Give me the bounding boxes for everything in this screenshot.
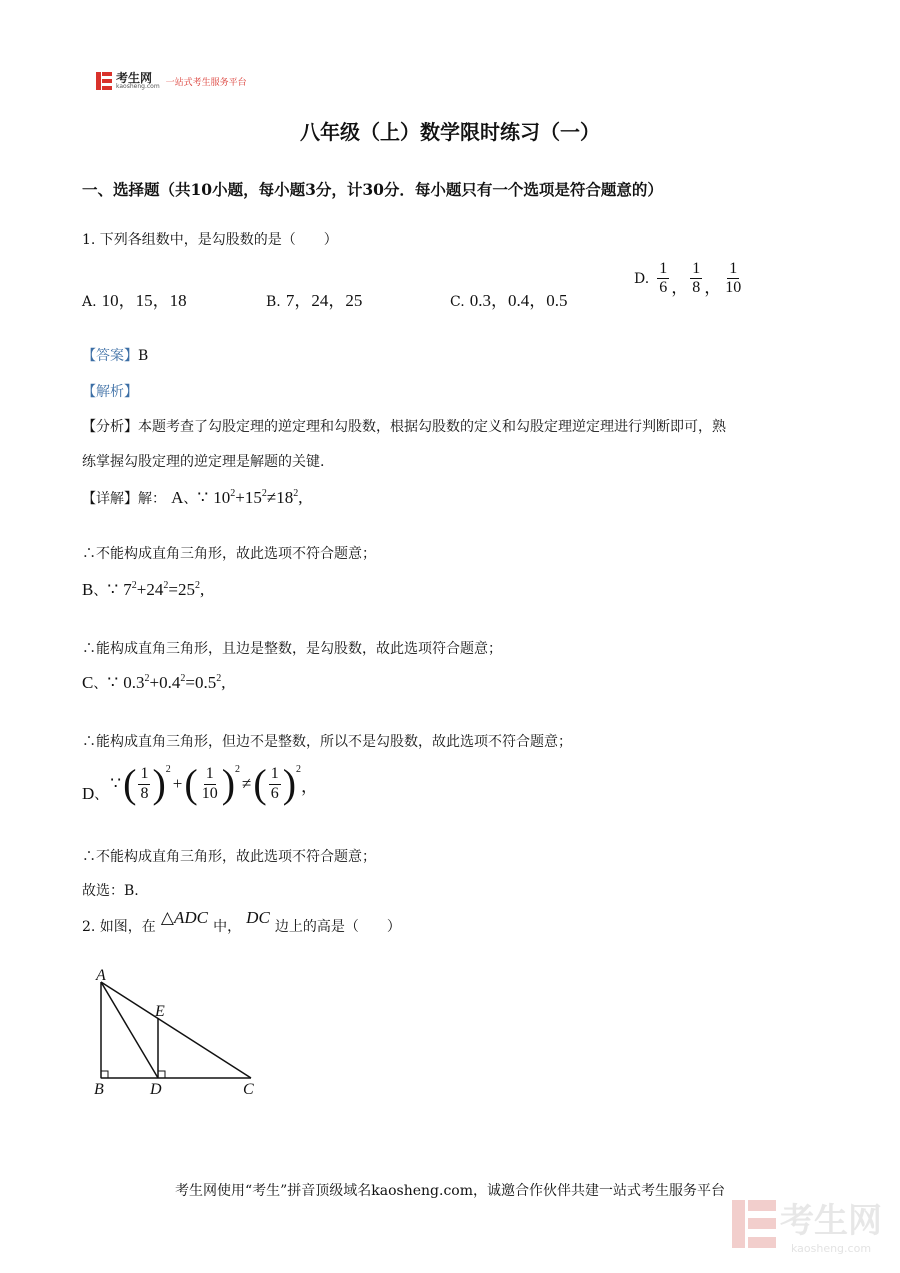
q1-choose: 故选：B. bbox=[82, 883, 139, 899]
q1-detail-b: B、∵ $7^2+24^2=25^2$, bbox=[82, 580, 205, 599]
q1-answer: 【答案】B bbox=[82, 348, 149, 364]
q1-detail-d: D 、 ∵ ( $\frac{1}{8}$ ) $^2$ + ( $\frac{1}{10}$ ) $^2$ ≠ ( $\frac{1}{6}$ ) $^2$ ， bbox=[82, 761, 319, 806]
label-b: B bbox=[94, 1081, 104, 1098]
footer: 考生网使用“考生”拼音顶级域名kaosheng.com，诚邀合作伙伴共建一站式考生服务平台 bbox=[174, 1183, 726, 1199]
q1-option-a: A. 10，15，18 bbox=[82, 291, 187, 310]
q1-analysis-line1: 【分析】本题考查了勾股定理的逆定理和勾股数，根据勾股数的定义和勾股定理逆定理进行判断即可，熟 bbox=[82, 419, 726, 435]
q2-figure bbox=[88, 968, 278, 1098]
label-a: A bbox=[96, 968, 106, 984]
watermark-sub: kaosheng.com bbox=[790, 1242, 872, 1255]
q1-concl-c: ∴能构成直角三角形，但边不是整数，所以不是勾股数，故此选项不符合题意； bbox=[82, 734, 572, 750]
q1-option-c: C. 0.3，0.4，0.5 bbox=[450, 291, 568, 310]
logo-name: 考生网 bbox=[116, 71, 153, 85]
logo-slogan: 一站式考生服务平台 bbox=[165, 77, 247, 88]
section-heading: 一、选择题（共10小题，每小题3分，计30分．每小题只有一个选项是符合题意的） bbox=[82, 180, 663, 199]
q1-concl-d: ∴不能构成直角三角形，故此选项不符合题意； bbox=[82, 849, 376, 865]
q1-analysis-line2: 练掌握勾股定理的逆定理是解题的关键. bbox=[82, 454, 325, 470]
q1-stem: 1. 下列各组数中，是勾股数的是（ ） bbox=[82, 232, 338, 248]
q1-concl-b: ∴能构成直角三角形，且边是整数，是勾股数，故此选项符合题意； bbox=[82, 641, 502, 657]
watermark-name: 考生网 bbox=[780, 1201, 882, 1241]
logo-sub: kaosheng.com bbox=[116, 83, 160, 90]
label-c: C bbox=[243, 1081, 254, 1098]
q1-detail-a: 【详解】解： A、∵ $10^2+15^2\ne 18^2$, bbox=[82, 488, 303, 507]
q1-analysis-tag: 【解析】 bbox=[82, 384, 138, 400]
q1-concl-a: ∴不能构成直角三角形，故此选项不符合题意； bbox=[82, 546, 376, 562]
q1-option-d: D. $\frac{1}{6}$ ， $\frac{1}{8}$ ， $\frac{1}{10}$ bbox=[634, 260, 742, 297]
q1-option-b: B. 7，24，25 bbox=[266, 291, 363, 310]
right-angle-d bbox=[158, 1071, 165, 1078]
segment-ad bbox=[101, 982, 158, 1078]
page-title: 八年级（上）数学限时练习（一） bbox=[300, 120, 600, 144]
watermark bbox=[732, 1193, 882, 1255]
watermark-logo-icon bbox=[732, 1200, 776, 1248]
segment-ac bbox=[101, 982, 251, 1078]
label-d: D bbox=[150, 1081, 162, 1098]
header-logo[interactable] bbox=[96, 72, 247, 90]
q2-stem: 2. 如图，在 △ADC 中， DC 边上的高是（ ） bbox=[82, 908, 401, 935]
q1-detail-c: C、∵ $0.3^2+0.4^2=0.5^2$, bbox=[82, 673, 226, 692]
right-angle-b bbox=[101, 1071, 108, 1078]
logo-icon bbox=[96, 72, 112, 90]
label-e: E bbox=[155, 1003, 165, 1020]
